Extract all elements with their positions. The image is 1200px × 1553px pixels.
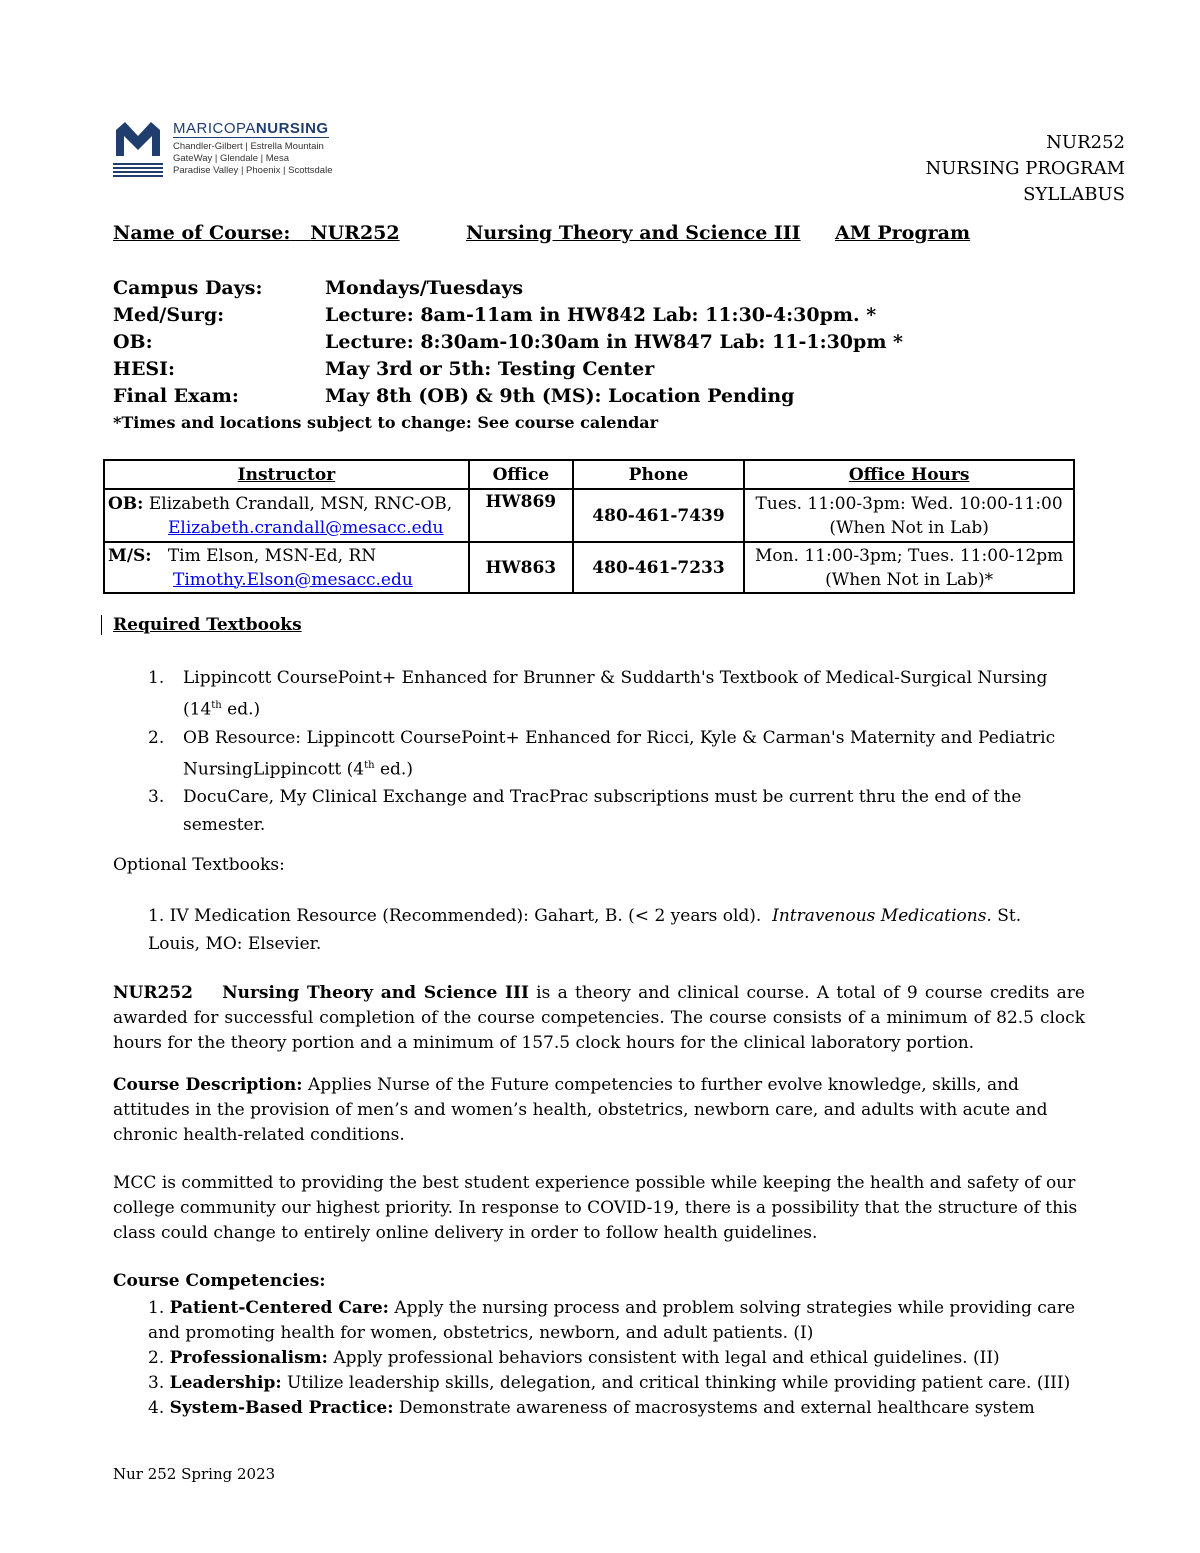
page-footer: Nur 252 Spring 2023 [113,1465,276,1483]
course-program: AM Program [835,222,971,244]
phone-cell: 480-461-7233 [573,542,744,593]
competencies-list [148,1296,1088,1421]
maricopa-nursing-logo [113,120,345,180]
column-header-phone: Phone [573,460,744,489]
maricopa-m-logo-icon [113,120,163,178]
text-cursor [101,615,102,635]
logo-brand-text: MARICOPANURSING [173,120,329,137]
header-program: NURSING PROGRAM [925,158,1125,179]
column-header-instructor: Instructor [104,460,469,489]
header-doc-type: SYLLABUS [1023,184,1125,205]
covid-notice-paragraph: MCC is committed to providing the best student experience possible while keeping the health and safety of our college community our highest priority. In response to COVID-19, there is a possibility that the structure of this class could change to entirely online delivery in order to follow health guidelines. [113,1173,1078,1243]
course-description-paragraph: Course Description: Applies Nurse of the Future competencies to further evolve knowledge, skills, and attitudes in the provision of men’s and women’s health, obstetrics, newborn care, and adults with acute and chronic health-related conditions. [113,1075,1048,1145]
optional-textbook-item: 1. IV Medication Resource (Recommended): Gahart, B. (< 2 years old). Intravenous Medications. St. Louis, MO: Elsevier. [148,906,1022,954]
list-item: 3. Leadership: Utilize leadership skills, delegation, and critical thinking while providing patient care. (III) [148,1373,1071,1393]
course-competencies-heading: Course Competencies: [113,1271,326,1291]
course-intro-paragraph: NUR252 Nursing Theory and Science III is a theory and clinical course. A total of 9 course credits are awarded for successful completion of the course competencies. The course consists of a minimum of 82.5 clock hours for the theory portion and a minimum of 157.5 clock hours for the clinical laboratory portion. [113,983,1085,1053]
instructor-cell: M/S: Tim Elson, MSN-Ed, RN Timothy.Elson@mesacc.edu [104,542,469,593]
logo-college-line-3: Paradise Valley | Phoenix | Scottsdale [173,165,333,176]
office-cell: HW863 [469,542,573,593]
required-textbooks-list [148,664,1055,839]
column-header-office-hours: Office Hours [744,460,1074,489]
instructor-email-link[interactable]: Timothy.Elson@mesacc.edu [173,569,413,590]
list-item: 4. System-Based Practice: Demonstrate awareness of macrosystems and external healthcare system [148,1398,1035,1418]
office-cell: HW869 [469,489,573,542]
table-row [104,542,1074,593]
list-item: 1. Lippincott CoursePoint+ Enhanced for Brunner & Suddarth's Textbook of Medical-Surgical Nursing (14th ed.) [148,668,1048,720]
header-course-code: NUR252 [1046,132,1125,153]
office-hours-cell: Tues. 11:00-3pm: Wed. 10:00-11:00 (When Not in Lab) [744,489,1074,542]
logo-college-line-1: Chandler-Gilbert | Estrella Mountain [173,141,324,152]
instructor-cell: OB: Elizabeth Crandall, MSN, RNC-OB, Elizabeth.crandall@mesacc.edu [104,489,469,542]
course-name-label: Name of Course: NUR252 [113,222,400,244]
campus-note: *Times and locations subject to change: See course calendar [113,413,659,432]
document-header-right [925,130,1125,208]
logo-college-line-2: GateWay | Glendale | Mesa [173,153,289,164]
phone-cell: 480-461-7439 [573,489,744,542]
list-item: 2. OB Resource: Lippincott CoursePoint+ Enhanced for Ricci, Kyle & Carman's Maternity and Pediatric NursingLippincott (4th ed.) [148,727,1056,780]
required-textbooks-heading: Required Textbooks [113,615,302,635]
table-header-row [104,460,1074,489]
office-hours-cell: Mon. 11:00-3pm; Tues. 11:00-12pm (When Not in Lab)* [744,542,1074,593]
column-header-office: Office [469,460,573,489]
table-row [104,489,1074,542]
list-item: 1. Patient-Centered Care: Apply the nursing process and problem solving strategies while providing care [148,1298,1076,1318]
course-title: Nursing Theory and Science III [466,222,801,244]
list-item: 2. Professionalism: Apply professional behaviors consistent with legal and ethical guidelines. (II) [148,1348,1000,1368]
instructor-table [103,459,1075,594]
course-code: NUR252 [310,222,400,244]
list-item: 3. DocuCare, My Clinical Exchange and TracPrac subscriptions must be current thru the end of the semester. [148,787,1022,836]
optional-textbooks-heading: Optional Textbooks: [113,855,285,875]
list-item-continuation: and promoting health for women, obstetrics, newborn, and adult patients. (I) [148,1323,814,1343]
instructor-email-link[interactable]: Elizabeth.crandall@mesacc.edu [168,517,444,538]
